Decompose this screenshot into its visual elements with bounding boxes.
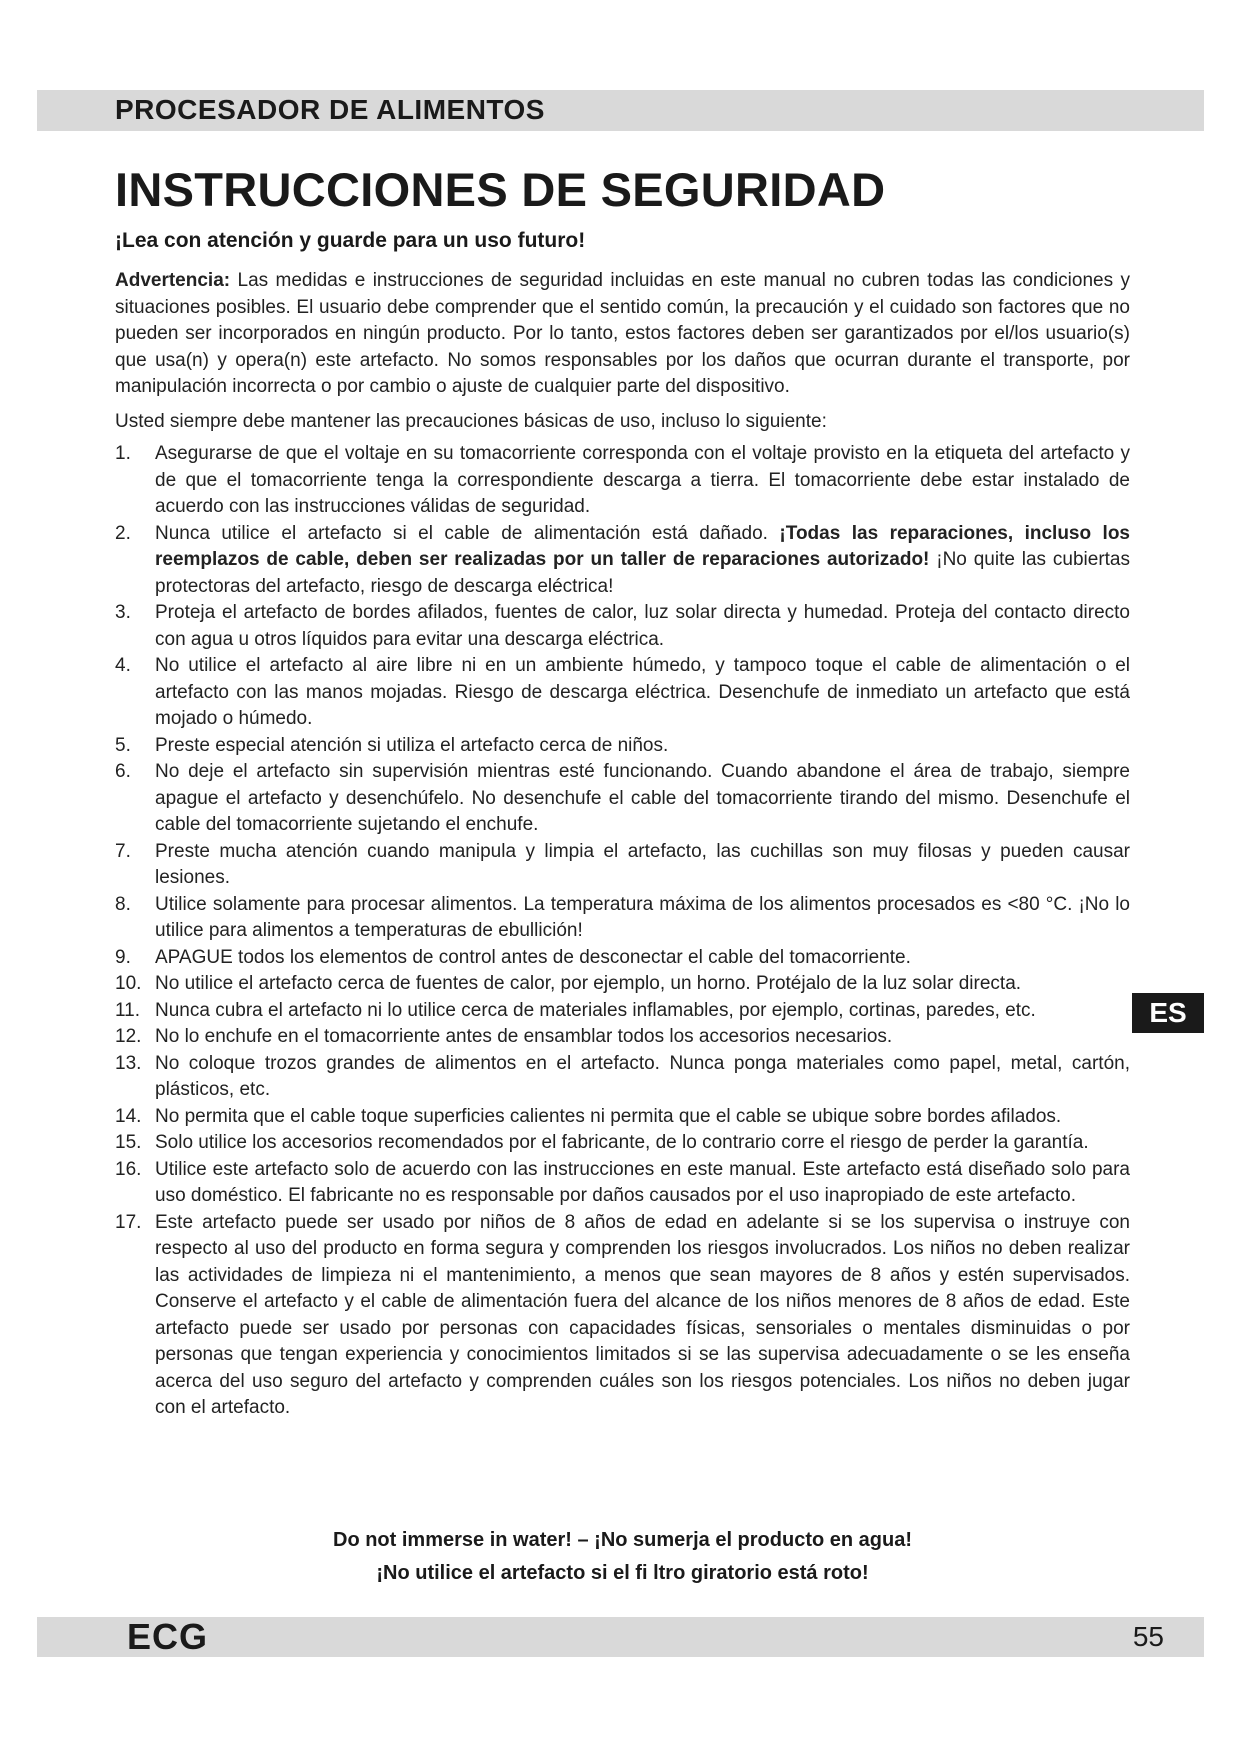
closing-warning-filter: ¡No utilice el artefacto si el fi ltro giratorio está roto! — [376, 1562, 869, 1584]
list-item: 2. Nunca utilice el artefacto si el cable de alimentación está dañado. ¡Todas las reparaciones, incluso los reemplazos de cable, deben ser realizadas por un taller de reparaciones autorizado! ¡No quite las cubiertas protectoras del artefacto, riesgo de descarga eléctrica! — [115, 522, 1130, 597]
language-tab: ES — [1132, 993, 1204, 1033]
header-bar — [37, 90, 1204, 131]
list-item: 15. Solo utilice los accesorios recomendados por el fabricante, de lo contrario corre el riesgo de perder la garantía. — [115, 1132, 1089, 1153]
brand-logo: ECG — [127, 1616, 209, 1657]
list-item: 16. Utilice este artefacto solo de acuerdo con las instrucciones en este manual. Este artefacto está diseñado solo para uso doméstico. El fabricante no es responsable por daños causados por el uso inapropiado de este artefacto. — [115, 1158, 1130, 1206]
page-number: 55 — [1132, 1621, 1164, 1652]
list-item: 13. No coloque trozos grandes de alimentos en el artefacto. Nunca ponga materiales como papel, metal, cartón, plásticos, etc. — [115, 1052, 1130, 1100]
list-item: 12. No lo enchufe en el tomacorriente antes de ensamblar todos los accesorios necesarios. — [115, 1026, 893, 1047]
subtitle: ¡Lea con atención y guarde para un uso futuro! — [115, 229, 586, 252]
intro-text: Usted siempre debe mantener las precauciones básicas de uso, incluso lo siguiente: — [115, 410, 827, 432]
list-item: 14. No permita que el cable toque superficies calientes ni permita que el cable se ubique sobre bordes afilados. — [115, 1105, 1062, 1127]
list-item: 5. Preste especial atención si utiliza el artefacto cerca de niños. — [115, 734, 669, 756]
warning-label: Advertencia: — [115, 270, 231, 291]
section-title: PROCESADOR DE ALIMENTOS — [115, 94, 545, 125]
page-title: INSTRUCCIONES DE SEGURIDAD — [115, 163, 886, 216]
list-item: 8. Utilice solamente para procesar alimentos. La temperatura máxima de los alimentos procesados es <80 °C. ¡No lo utilice para alimentos a temperaturas de ebullición! — [115, 893, 1130, 941]
list-item: 10. No utilice el artefacto cerca de fuentes de calor, por ejemplo, un horno. Protéjalo de la luz solar directa. — [115, 973, 1022, 994]
warning-paragraph — [115, 268, 1130, 401]
safety-rules-list — [115, 441, 1130, 1422]
footer-bar — [37, 1617, 1204, 1657]
list-item: 9. APAGUE todos los elementos de control antes de desconectar el cable del tomacorriente. — [115, 946, 911, 968]
list-item: 3. Proteja el artefacto de bordes afilados, fuentes de calor, luz solar directa y humedad. Proteja del contacto directo con agua u otros líquidos para evitar una descarga eléctrica. — [115, 602, 1130, 650]
list-item: 6. No deje el artefacto sin supervisión mientras esté funcionando. Cuando abandone el área de trabajo, siempre apague el artefacto y desenchúfelo. No desenchufe el cable del tomacorriente tirando del mismo. Desenchufe el cable del tomacorriente sujetando el enchufe. — [115, 761, 1130, 835]
list-item: 17. Este artefacto puede ser usado por niños de 8 años de edad en adelante si se los supervisa o instruye con respecto al uso del producto en forma segura y comprenden los riesgos involucrados. Los niños no deben realizar las actividades de limpieza ni el mantenimiento, a menos que sean mayores de 8 años y estén supervisados. Conserve el artefacto y el cable de alimentación fuera del alcance de los niños menores de 8 años de edad. Este artefacto puede ser usado por personas con capacidades físicas, sensoriales o mentales disminuidas o por personas que tengan experiencia y conocimientos limitados si se las supervisa adecuadamente o se les enseña acerca del uso seguro del artefacto y comprenden cuáles son los riesgos potenciales. Los niños no deben jugar con el artefacto. — [115, 1211, 1130, 1418]
content-body — [115, 268, 1130, 1422]
list-item: 4. No utilice el artefacto al aire libre ni en un ambiente húmedo, y tampoco toque el cable de alimentación o el artefacto con las manos mojadas. Riesgo de descarga eléctrica. Desenchufe de inmediato un artefacto que está mojado o húmedo. — [115, 655, 1130, 729]
warning-text: Las medidas e instrucciones de seguridad incluidas en este manual no cubren todas las condiciones y situaciones posibles. El usuario debe comprender que el sentido común, la precaución y el cuidado son factores que no pueden ser incorporados en ningún producto. Por lo tanto, estos factores deben ser garantizados por el/los usuario(s) que usa(n) y opera(n) este artefacto. No somos responsables por los daños que ocurran durante el transporte, por manipulación incorrecta o por cambio o ajuste de cualquier parte del dispositivo. — [115, 270, 1130, 397]
closing-warning-water: Do not immerse in water! – ¡No sumerja el producto en agua! — [333, 1529, 912, 1551]
list-item: 1. Asegurarse de que el voltaje en su tomacorriente corresponda con el voltaje provisto en la etiqueta del artefacto y de que el tomacorriente tenga la correspondiente descarga a tierra. El tomacorriente debe estar instalado de acuerdo con las instrucciones válidas de seguridad. — [115, 443, 1130, 517]
list-item: 7. Preste mucha atención cuando manipula y limpia el artefacto, las cuchillas son muy filosas y pueden causar lesiones. — [115, 840, 1130, 888]
list-item: 11. Nunca cubra el artefacto ni lo utilice cerca de materiales inflamables, por ejemplo, cortinas, paredes, etc. — [115, 999, 1036, 1021]
